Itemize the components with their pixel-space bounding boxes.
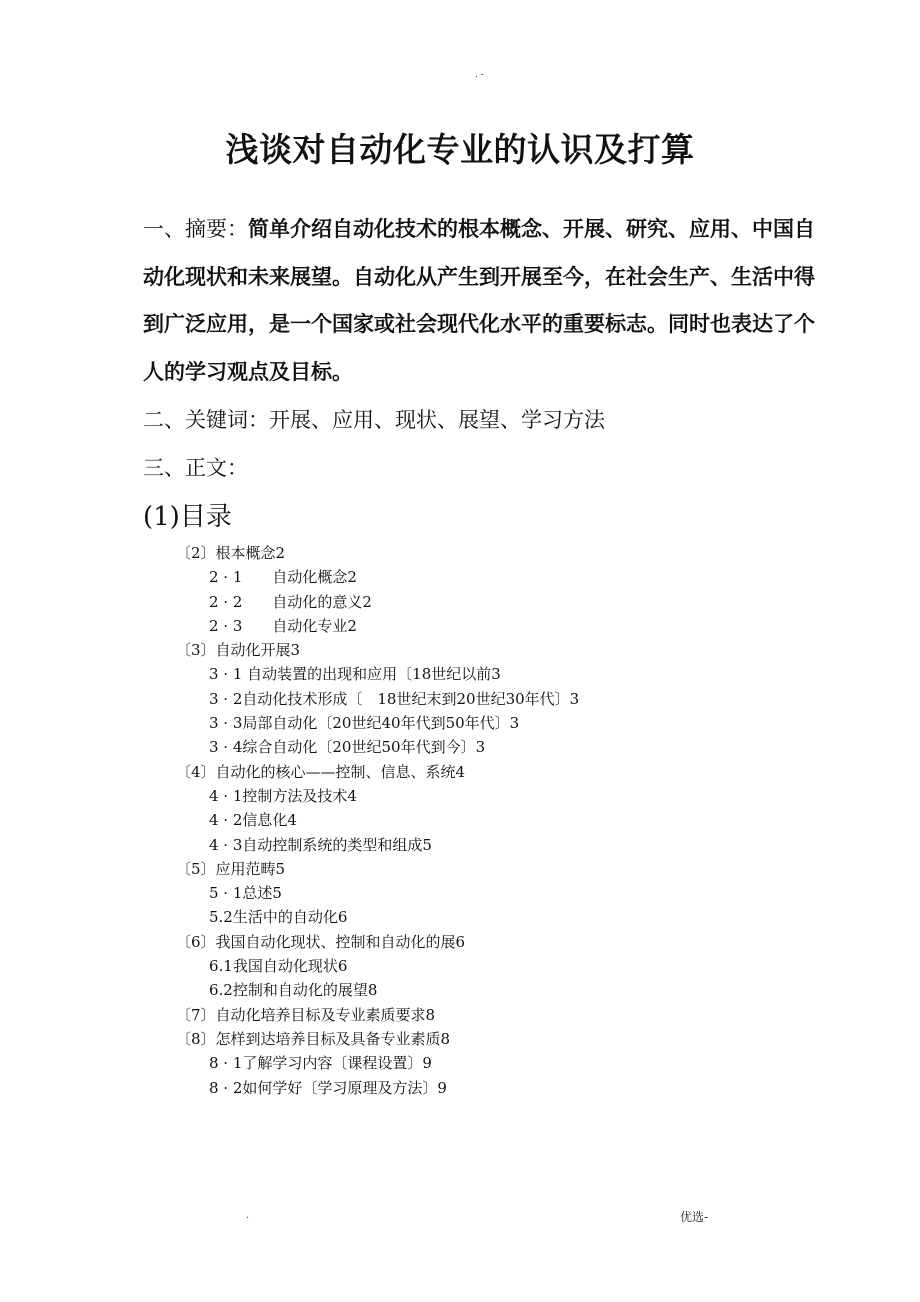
footer-dot: . xyxy=(246,1210,250,1221)
toc-entry: 3 · 2自动化技术形成〔 18世纪末到20世纪30年代〕3 xyxy=(209,689,580,708)
toc-entry: 2 · 3 自动化专业2 xyxy=(209,616,357,635)
toc-entry: 〔8〕怎样到达培养目标及具备专业素质8 xyxy=(176,1029,451,1048)
toc-entry: 〔7〕自动化培养目标及专业素质要求8 xyxy=(176,1005,436,1024)
abstract-paragraph xyxy=(143,206,825,396)
toc-entry: 2 · 1 自动化概念2 xyxy=(209,568,357,587)
toc-entry: 〔2〕根本概念2 xyxy=(176,544,286,562)
toc-entry: 3 · 4综合自动化〔20世纪50年代到今〕3 xyxy=(209,738,486,757)
keywords-line: 二、关键词：开展、应用、现状、展望、学习方法 xyxy=(143,408,605,432)
footer-text: 优选- xyxy=(680,1210,709,1224)
toc-entry: 〔6〕我国自动化现状、控制和自动化的展6 xyxy=(176,932,466,951)
toc-entry: 4 · 3自动控制系统的类型和组成5 xyxy=(209,835,432,854)
toc-entry: 〔3〕自动化开展3 xyxy=(176,641,301,660)
page-header-mark: . - xyxy=(475,70,484,80)
toc-entry: 8 · 2如何学好〔学习原理及方法〕9 xyxy=(209,1078,447,1097)
toc-entry: 4 · 1控制方法及技术4 xyxy=(209,786,357,805)
toc-entry: 3 · 3局部自动化〔20世纪40年代到50年代〕3 xyxy=(209,714,520,733)
toc-entry: 6.2控制和自动化的展望8 xyxy=(209,981,378,1000)
table-of-contents xyxy=(0,541,920,1100)
main-text-heading: 三、正文： xyxy=(143,456,248,480)
toc-entry: 〔5〕应用范畴5 xyxy=(176,859,286,878)
toc-entry: 5 · 1总述5 xyxy=(209,884,282,903)
abstract-label: 一、摘要： xyxy=(143,217,248,241)
toc-entry: 6.1我国自动化现状6 xyxy=(209,957,348,976)
toc-entry: 〔4〕自动化的核心——控制、信息、系统4 xyxy=(176,762,466,781)
abstract-text: 简单介绍自动化技术的根本概念、开展、研究、应用、中国自动化现状和未来展望。自动化从产生到开展至今，在社会生产、生活中得到广泛应用，是一个国家或社会现代化水平的重要标志。同时也表达了个人的学习观点及目标。 xyxy=(143,217,815,384)
toc-entry: 4 · 2信息化4 xyxy=(209,811,297,830)
document-title: 浅谈对自动化专业的认识及打算 xyxy=(225,130,695,169)
toc-entry: 5.2生活中的自动化6 xyxy=(209,908,348,927)
toc-entry: 2 · 2 自动化的意义2 xyxy=(209,592,372,611)
toc-entry: 8 · 1了解学习内容〔课程设置〕9 xyxy=(209,1054,432,1073)
toc-entry: 3 · 1 自动装置的出现和应用〔18世纪以前3 xyxy=(209,665,501,684)
toc-heading: (1)目录 xyxy=(143,502,232,532)
